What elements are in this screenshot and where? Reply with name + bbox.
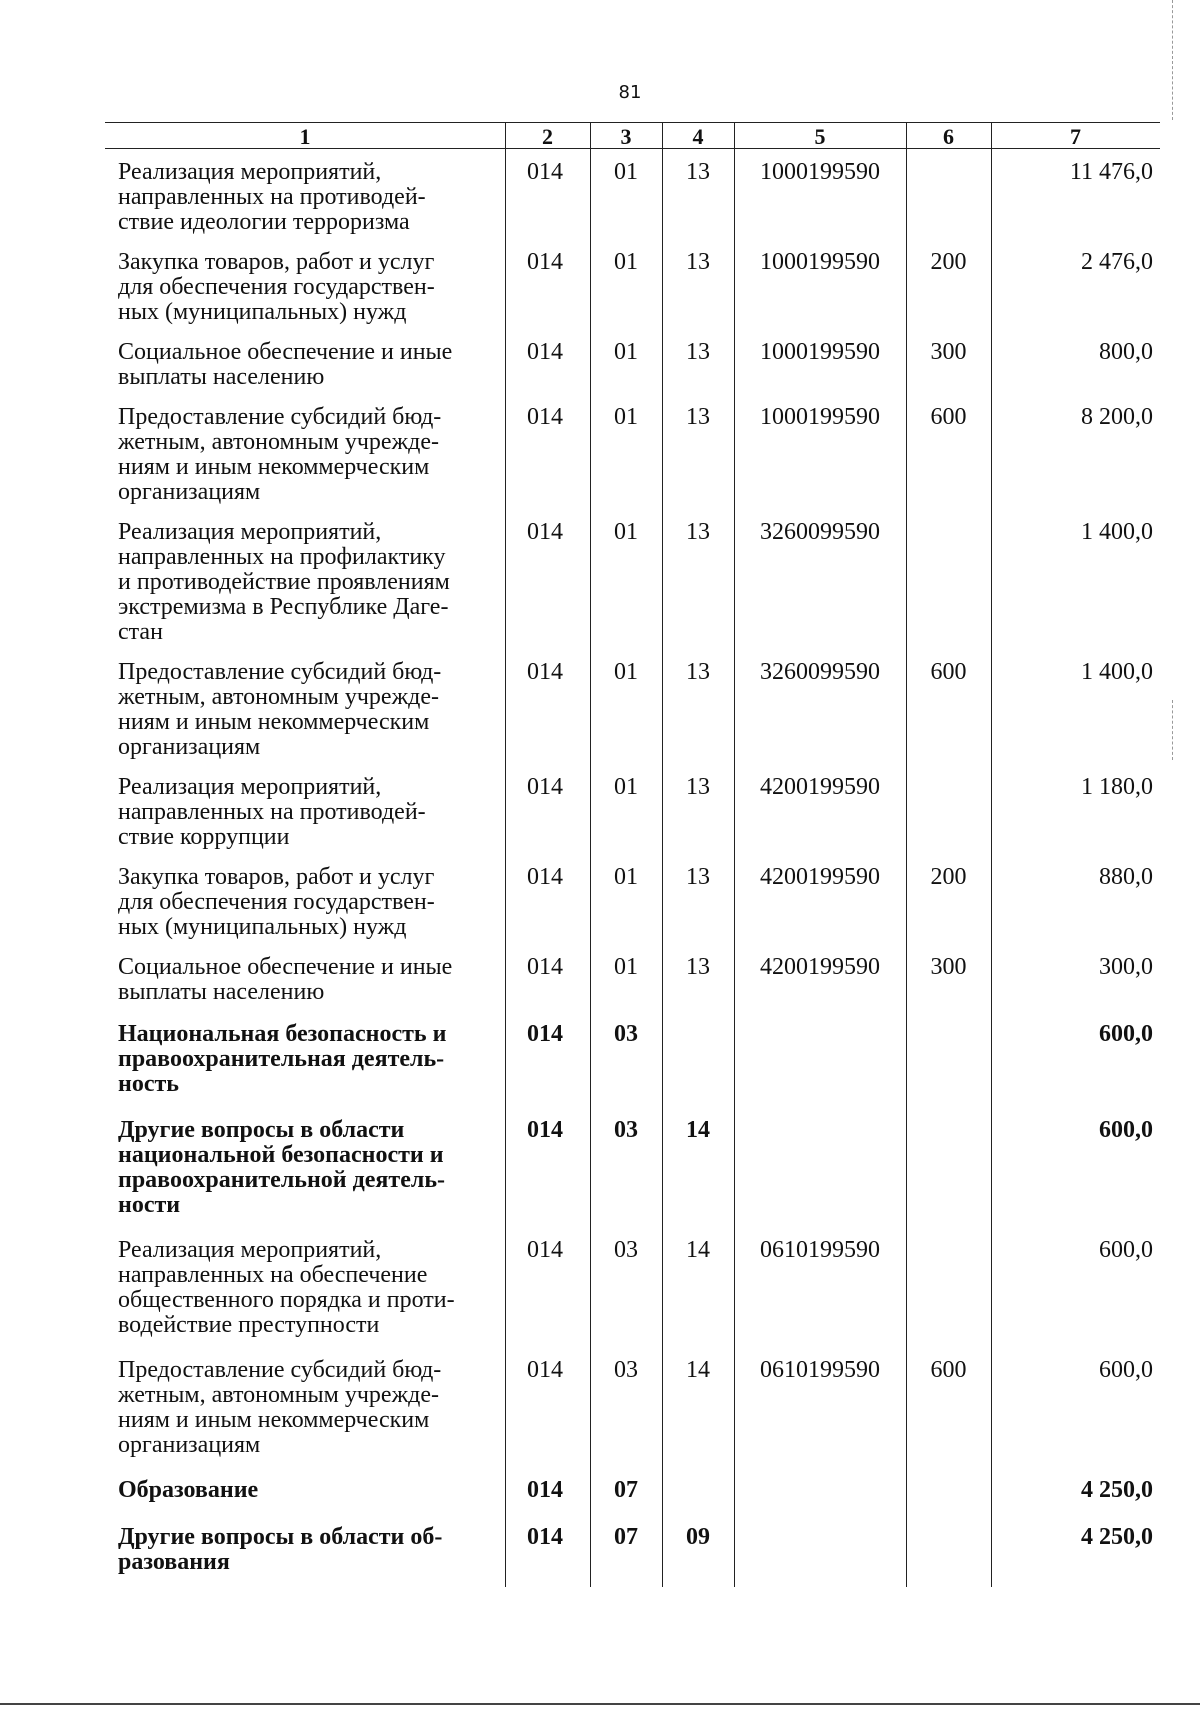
column-2-value: 014 <box>527 249 563 275</box>
column-5-value: 1000199590 <box>760 249 880 275</box>
description-line: Реализация мероприятий, <box>118 1237 382 1263</box>
row-description <box>118 405 498 505</box>
column-6-value: 300 <box>930 954 967 980</box>
column-3-value: 01 <box>614 249 638 275</box>
description-line: направленных на противодей- <box>118 799 426 825</box>
description-line: правоохранительной деятель- <box>118 1167 445 1193</box>
column-3-value: 01 <box>614 864 638 890</box>
description-line: Национальная безопасность и <box>118 1021 447 1047</box>
column-3-value: 01 <box>614 159 638 185</box>
description-line: правоохранительная деятель- <box>118 1046 445 1072</box>
row-description <box>118 1525 498 1575</box>
column-4-value: 13 <box>686 519 710 545</box>
column-header-7: 7 <box>1070 124 1081 149</box>
description-line: Другие вопросы в области об- <box>118 1524 443 1550</box>
row-description <box>118 775 498 850</box>
column-4-value: 14 <box>686 1357 710 1383</box>
column-2-value: 014 <box>527 1477 563 1503</box>
row-description <box>118 340 498 390</box>
description-line: выплаты населению <box>118 979 325 1005</box>
column-7-amount: 8 200,0 <box>1081 404 1153 430</box>
column-7-amount: 600,0 <box>1099 1357 1153 1383</box>
description-line: организациям <box>118 1432 261 1458</box>
column-3-value: 01 <box>614 954 638 980</box>
row-description <box>118 1118 498 1218</box>
column-7-amount: 11 476,0 <box>1069 159 1153 185</box>
description-line: ниям и иным некоммерческим <box>118 454 430 480</box>
page-number: 81 <box>618 82 642 103</box>
column-7-amount: 1 400,0 <box>1081 519 1153 545</box>
row-description <box>118 1022 498 1097</box>
column-2-value: 014 <box>527 1524 563 1550</box>
column-6-value: 600 <box>930 404 967 430</box>
column-2-value: 014 <box>527 159 563 185</box>
description-line: Образование <box>118 1477 259 1503</box>
column-4-value: 09 <box>686 1524 710 1550</box>
column-5-value: 1000199590 <box>760 339 880 365</box>
column-5-value: 4200199590 <box>760 864 880 890</box>
column-4-value: 14 <box>686 1117 710 1143</box>
column-header-5: 5 <box>814 124 826 149</box>
description-line: Закупка товаров, работ и услуг <box>118 864 435 890</box>
column-header-2: 2 <box>542 124 553 149</box>
description-line: направленных на обеспечение <box>118 1262 428 1288</box>
column-header-1: 1 <box>299 124 311 149</box>
description-line: ниям и иным некоммерческим <box>118 709 430 735</box>
column-4-value: 13 <box>686 404 710 430</box>
column-2-value: 014 <box>527 339 563 365</box>
description-line: общественного порядка и проти- <box>118 1287 455 1313</box>
column-2-value: 014 <box>527 774 563 800</box>
column-7-amount: 4 250,0 <box>1081 1477 1153 1503</box>
column-3-value: 07 <box>614 1477 638 1503</box>
column-6-value: 600 <box>930 1357 967 1383</box>
description-line: экстремизма в Республике Даге- <box>118 594 449 620</box>
description-line: Предоставление субсидий бюд- <box>118 1357 442 1383</box>
column-7-amount: 600,0 <box>1099 1021 1153 1047</box>
description-line: ных (муниципальных) нужд <box>118 914 407 940</box>
column-5-value: 4200199590 <box>760 954 880 980</box>
description-line: для обеспечения государствен- <box>118 889 435 915</box>
description-line: жетным, автономным учрежде- <box>118 684 440 710</box>
column-3-value: 01 <box>614 519 638 545</box>
description-line: жетным, автономным учрежде- <box>118 429 440 455</box>
column-6-value: 200 <box>930 864 967 890</box>
description-line: Предоставление субсидий бюд- <box>118 659 442 685</box>
description-line: организациям <box>118 479 261 505</box>
column-7-amount: 1 180,0 <box>1081 774 1153 800</box>
description-line: Реализация мероприятий, <box>118 519 382 545</box>
column-2-value: 014 <box>527 1021 563 1047</box>
column-3-value: 01 <box>614 339 638 365</box>
column-7-amount: 600,0 <box>1099 1117 1153 1143</box>
column-7-amount: 300,0 <box>1099 954 1153 980</box>
column-5-value: 1000199590 <box>760 159 880 185</box>
scan-edge-mark <box>1172 0 1173 120</box>
column-header-6: 6 <box>943 124 954 149</box>
column-4-value: 13 <box>686 954 710 980</box>
column-5-value: 0610199590 <box>760 1357 880 1383</box>
column-5-value: 3260099590 <box>760 659 880 685</box>
scan-bottom-edge <box>0 1703 1200 1705</box>
description-line: ности <box>118 1192 181 1218</box>
column-4-value: 13 <box>686 659 710 685</box>
column-7-amount: 880,0 <box>1099 864 1153 890</box>
column-5-value: 4200199590 <box>760 774 880 800</box>
description-line: направленных на профилактику <box>118 544 446 570</box>
column-4-value: 14 <box>686 1237 710 1263</box>
description-line: Социальное обеспечение и иные <box>118 954 453 980</box>
column-2-value: 014 <box>527 404 563 430</box>
description-line: стан <box>118 619 163 645</box>
column-4-value: 13 <box>686 864 710 890</box>
description-line: национальной безопасности и <box>118 1142 444 1168</box>
description-line: ствие коррупции <box>118 824 290 850</box>
column-2-value: 014 <box>527 659 563 685</box>
row-description <box>118 160 498 235</box>
table-top-rule <box>105 122 1160 123</box>
column-5-value: 0610199590 <box>760 1237 880 1263</box>
description-line: разования <box>118 1549 230 1575</box>
column-3-value: 03 <box>614 1021 638 1047</box>
column-4-value: 13 <box>686 249 710 275</box>
description-line: направленных на противодей- <box>118 184 426 210</box>
row-description <box>118 250 498 325</box>
column-7-amount: 600,0 <box>1099 1237 1153 1263</box>
column-7-amount: 800,0 <box>1099 339 1153 365</box>
row-description <box>118 660 498 760</box>
column-6-value: 200 <box>930 249 967 275</box>
row-description <box>118 955 498 1005</box>
description-line: Социальное обеспечение и иные <box>118 339 453 365</box>
description-line: Реализация мероприятий, <box>118 159 382 185</box>
description-line: ствие идеологии терроризма <box>118 209 410 235</box>
description-line: ность <box>118 1071 179 1097</box>
column-2-value: 014 <box>527 954 563 980</box>
description-line: организациям <box>118 734 261 760</box>
column-5-value: 3260099590 <box>760 519 880 545</box>
column-3-value: 03 <box>614 1357 638 1383</box>
column-7-amount: 2 476,0 <box>1081 249 1153 275</box>
column-3-value: 03 <box>614 1237 638 1263</box>
column-3-value: 01 <box>614 404 638 430</box>
description-line: Предоставление субсидий бюд- <box>118 404 442 430</box>
column-2-value: 014 <box>527 1237 563 1263</box>
scan-edge-mark <box>1172 700 1173 760</box>
description-line: Реализация мероприятий, <box>118 774 382 800</box>
column-3-value: 01 <box>614 774 638 800</box>
column-4-value: 13 <box>686 774 710 800</box>
column-header-3: 3 <box>620 124 632 149</box>
column-5-value: 1000199590 <box>760 404 880 430</box>
column-3-value: 03 <box>614 1117 638 1143</box>
row-description <box>118 520 498 645</box>
description-line: выплаты населению <box>118 364 325 390</box>
description-line: и противодействие проявлениям <box>118 569 450 595</box>
row-description <box>118 1478 498 1503</box>
description-line: ных (муниципальных) нужд <box>118 299 407 325</box>
column-4-value: 13 <box>686 339 710 365</box>
column-7-amount: 4 250,0 <box>1081 1524 1153 1550</box>
description-line: жетным, автономным учрежде- <box>118 1382 440 1408</box>
row-description <box>118 865 498 940</box>
column-7-amount: 1 400,0 <box>1081 659 1153 685</box>
description-line: Закупка товаров, работ и услуг <box>118 249 435 275</box>
row-description <box>118 1238 498 1338</box>
column-6-value: 300 <box>930 339 967 365</box>
description-line: водействие преступности <box>118 1312 380 1338</box>
description-line: для обеспечения государствен- <box>118 274 435 300</box>
column-3-value: 01 <box>614 659 638 685</box>
column-6-value: 600 <box>930 659 967 685</box>
description-line: Другие вопросы в области <box>118 1117 405 1143</box>
column-header-4: 4 <box>692 124 704 149</box>
column-2-value: 014 <box>527 1357 563 1383</box>
column-2-value: 014 <box>527 1117 563 1143</box>
column-2-value: 014 <box>527 519 563 545</box>
description-line: ниям и иным некоммерческим <box>118 1407 430 1433</box>
column-3-value: 07 <box>614 1524 638 1550</box>
column-2-value: 014 <box>527 864 563 890</box>
column-4-value: 13 <box>686 159 710 185</box>
row-description <box>118 1358 498 1458</box>
